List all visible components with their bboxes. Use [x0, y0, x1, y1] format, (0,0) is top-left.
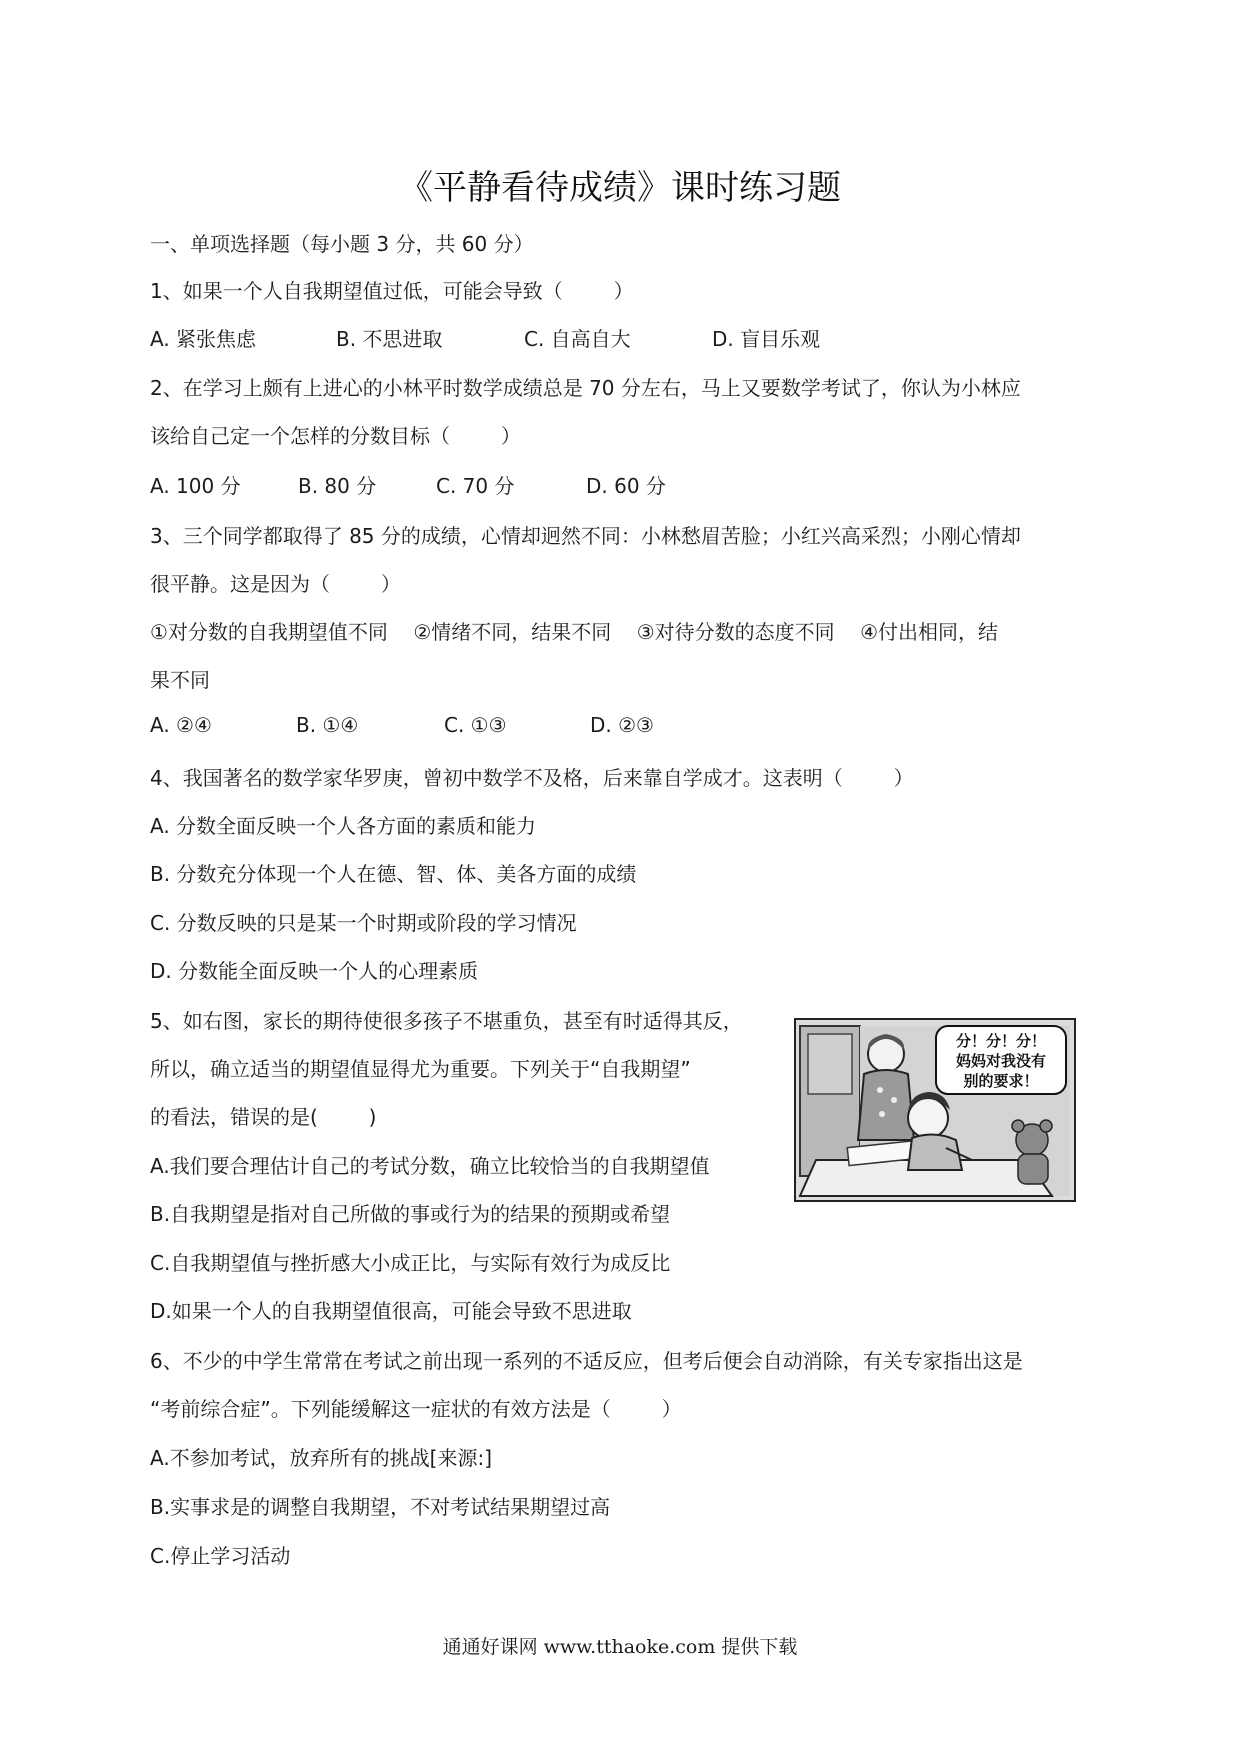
- option-d: D. ②③: [590, 713, 654, 737]
- question-2-stem-line1: 2、在学习上颇有上进心的小林平时数学成绩总是 70 分左右，马上又要数学考试了，你认为小林应: [150, 376, 1021, 400]
- question-4-option-b: B. 分数充分体现一个人在德、智、体、美各方面的成绩: [150, 862, 637, 886]
- question-6-option-b: B.实事求是的调整自我期望，不对考试结果期望过高: [150, 1495, 611, 1519]
- option-b: B. ①④: [296, 713, 359, 737]
- question-4-stem: 4、我国著名的数学家华罗庚，曾初中数学不及格，后来靠自学成才。这表明（ ）: [150, 766, 914, 790]
- option-a: A. 100 分: [150, 474, 241, 498]
- option-b: B. 80 分: [298, 474, 377, 498]
- question-5-stem-line2: 所以，确立适当的期望值显得尤为重要。下列关于“自我期望”: [150, 1057, 691, 1081]
- question-1-stem: 1、如果一个人自我期望值过低，可能会导致（ ）: [150, 279, 634, 303]
- question-6-option-c: C.停止学习活动: [150, 1544, 291, 1568]
- option-c: C. 70 分: [436, 474, 515, 498]
- question-3-items-line1: ①对分数的自我期望值不同 ②情绪不同，结果不同 ③对待分数的态度不同 ④付出相同，结: [150, 620, 999, 644]
- speech-bubble-line-2: 妈妈对我没有: [955, 1052, 1047, 1070]
- question-3-items-line2: 果不同: [150, 668, 210, 692]
- option-a: A. ②④: [150, 713, 212, 737]
- question-5-option-a: A.我们要合理估计自己的考试分数，确立比较恰当的自我期望值: [150, 1154, 710, 1178]
- question-4-option-d: D. 分数能全面反映一个人的心理素质: [150, 959, 479, 983]
- page-footer: 通通好课网 www.tthaoke.com 提供下载: [442, 1636, 798, 1658]
- question-5-stem-line3: 的看法，错误的是( ): [150, 1105, 377, 1129]
- question-3-stem-line2: 很平静。这是因为（ ）: [150, 572, 401, 596]
- option-c: C. ①③: [444, 713, 507, 737]
- option-b: B. 不思进取: [336, 327, 443, 351]
- question-4-option-c: C. 分数反映的只是某一个时期或阶段的学习情况: [150, 911, 577, 935]
- option-d: D. 60 分: [586, 474, 666, 498]
- cartoon-illustration: [794, 1018, 1076, 1202]
- speech-bubble-line-3: 别的要求！: [963, 1072, 1039, 1090]
- question-5-stem-line1: 5、如右图，家长的期待使很多孩子不堪重负，甚至有时适得其反，: [150, 1009, 743, 1033]
- question-2-stem-line2: 该给自己定一个怎样的分数目标（ ）: [150, 424, 521, 448]
- section-heading: 一、单项选择题（每小题 3 分，共 60 分）: [150, 232, 534, 256]
- question-6-stem-line1: 6、不少的中学生常常在考试之前出现一系列的不适反应，但考后便会自动消除，有关专家指出这是: [150, 1349, 1023, 1373]
- question-6-stem-line2: “考前综合症”。下列能缓解这一症状的有效方法是（ ）: [150, 1397, 682, 1421]
- question-3-stem-line1: 3、三个同学都取得了 85 分的成绩，心情却迥然不同：小林愁眉苦脸；小红兴高采烈；小刚心情却: [150, 524, 1021, 548]
- speech-bubble-line-1: 分！分！分！: [955, 1032, 1047, 1050]
- question-6-option-a: A.不参加考试，放弃所有的挑战[来源:]: [150, 1446, 493, 1470]
- option-c: C. 自高自大: [524, 327, 631, 351]
- question-5-option-b: B.自我期望是指对自己所做的事或行为的结果的预期或希望: [150, 1202, 671, 1226]
- question-5-option-c: C.自我期望值与挫折感大小成正比，与实际有效行为成反比: [150, 1251, 671, 1275]
- option-d: D. 盲目乐观: [712, 327, 821, 351]
- question-5-option-d: D.如果一个人的自我期望值很高，可能会导致不思进取: [150, 1299, 632, 1323]
- cartoon-drawing: [796, 1020, 1074, 1200]
- option-a: A. 紧张焦虑: [150, 327, 257, 351]
- question-4-option-a: A. 分数全面反映一个人各方面的素质和能力: [150, 814, 537, 838]
- page-title: 《平静看待成绩》课时练习题: [399, 168, 841, 208]
